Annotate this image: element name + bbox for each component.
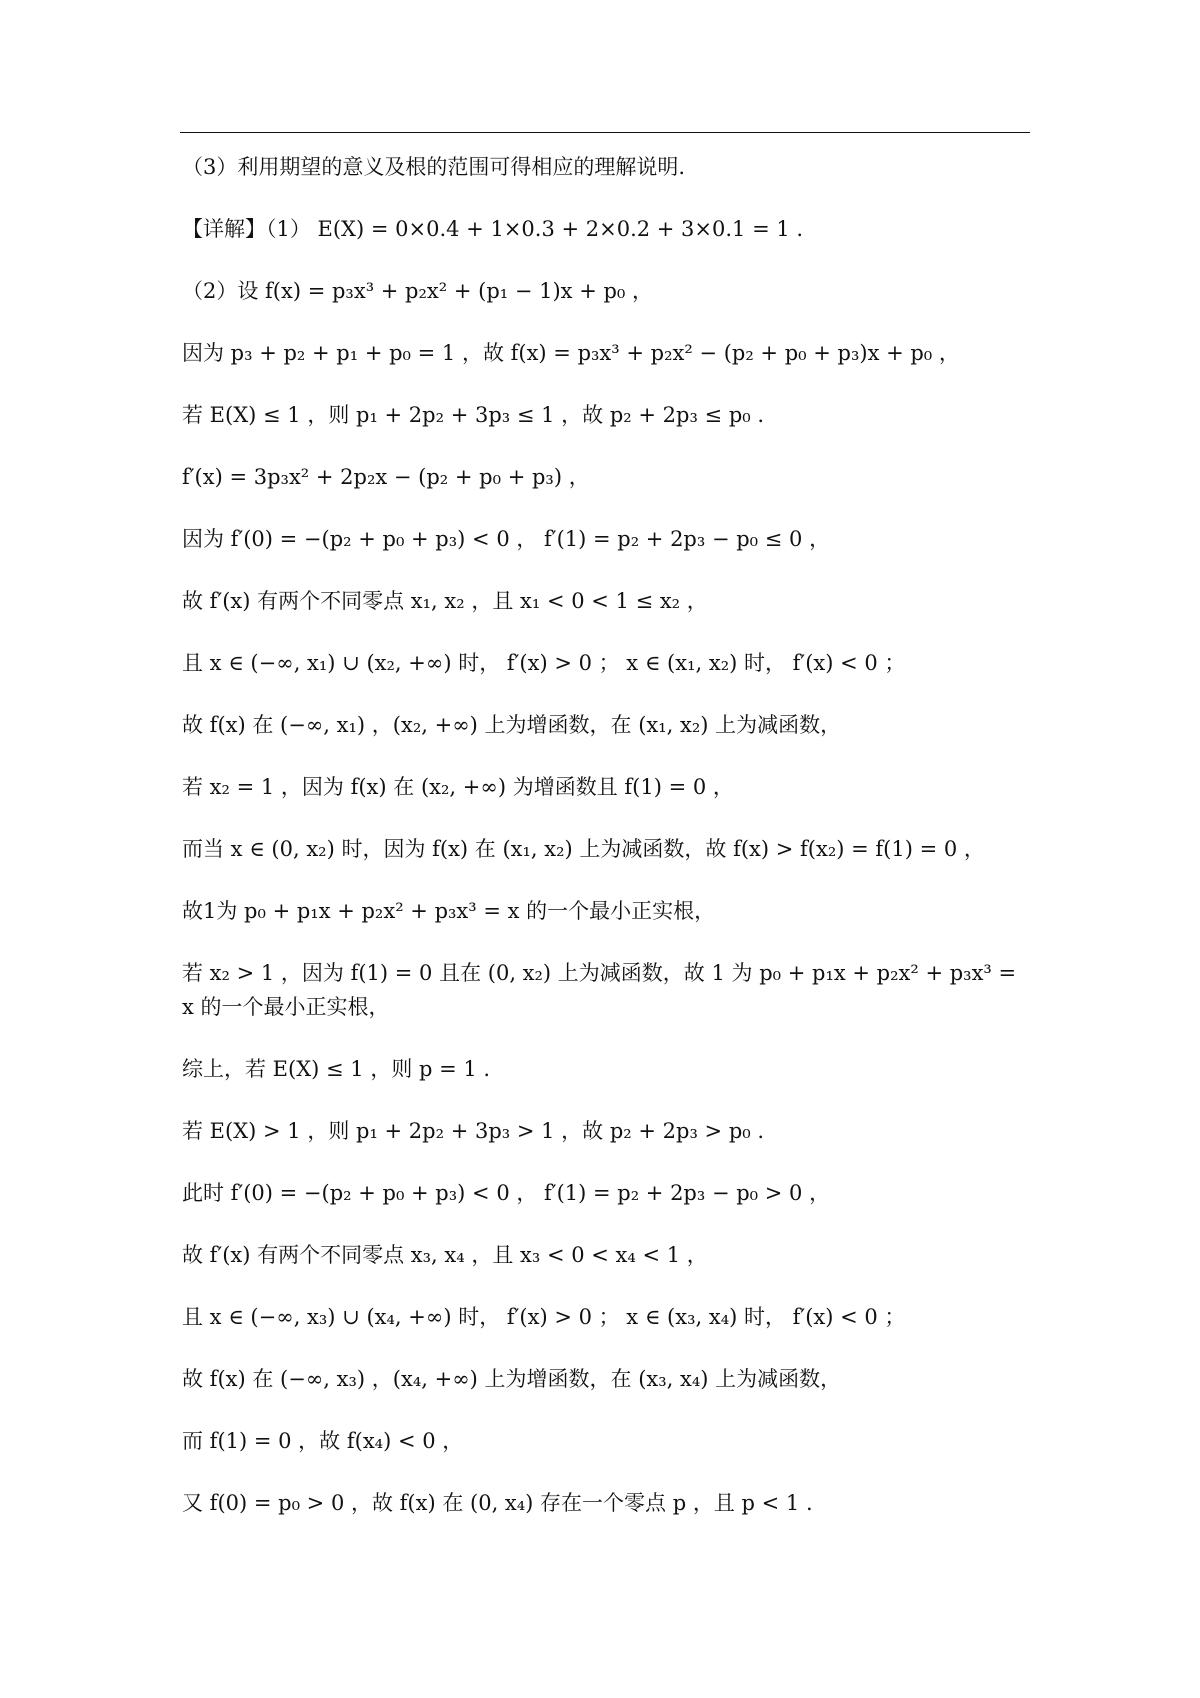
text-line-10: 故 f(x) 在 (−∞, x₁) ，(x₂, +∞) 上为增函数，在 (x₁, x₂) 上为减函数， [182, 713, 842, 737]
text-line-14: 若 x₂ > 1 ，因为 f(1) = 0 且在 (0, x₂) 上为减函数，故 1 为 p₀ + p₁x + p₂x² + p₃x³ = x 的一个最小正实根， [182, 961, 1017, 1019]
text-line-12: 而当 x ∈ (0, x₂) 时，因为 f(x) 在 (x₁, x₂) 上为减函数，故 f(x) > f(x₂) = f(1) = 0 ， [182, 837, 985, 861]
text-line-4: 因为 p₃ + p₂ + p₁ + p₀ = 1 ，故 f(x) = p₃x³ + p₂x² − (p₂ + p₀ + p₃)x + p₀ ， [182, 341, 960, 365]
text-line-15: 综上，若 E(X) ≤ 1 ，则 p = 1 . [182, 1057, 491, 1081]
text-line-3: （2）设 f(x) = p₃x³ + p₂x² + (p₁ − 1)x + p₀ ， [182, 279, 654, 303]
solution-body [182, 150, 1032, 1520]
text-line-9: 且 x ∈ (−∞, x₁) ∪ (x₂, +∞) 时， f′(x) > 0 ； x ∈ (x₁, x₂) 时， f′(x) < 0 ； [182, 651, 906, 675]
text-line-1: （3）利用期望的意义及根的范围可得相应的理解说明. [182, 155, 686, 179]
text-line-17: 此时 f′(0) = −(p₂ + p₀ + p₃) < 0 ， f′(1) = p₂ + 2p₃ − p₀ > 0 ， [182, 1181, 831, 1205]
text-line-19: 且 x ∈ (−∞, x₃) ∪ (x₄, +∞) 时， f′(x) > 0 ； x ∈ (x₃, x₄) 时， f′(x) < 0 ； [182, 1305, 906, 1329]
text-line-8: 故 f′(x) 有两个不同零点 x₁, x₂ ，且 x₁ < 0 < 1 ≤ x₂ ， [182, 589, 708, 613]
text-line-2: 【详解】（1） E(X) = 0×0.4 + 1×0.3 + 2×0.2 + 3×0.1 = 1 . [182, 217, 804, 241]
text-line-21: 而 f(1) = 0 ，故 f(x₄) < 0 ， [182, 1429, 464, 1453]
header-rule [180, 132, 1030, 133]
text-line-5: 若 E(X) ≤ 1 ，则 p₁ + 2p₂ + 3p₃ ≤ 1 ，故 p₂ + 2p₃ ≤ p₀ . [182, 403, 765, 427]
text-line-22: 又 f(0) = p₀ > 0 ，故 f(x) 在 (0, x₄) 存在一个零点 p ，且 p < 1 . [182, 1491, 813, 1515]
text-line-7: 因为 f′(0) = −(p₂ + p₀ + p₃) < 0 ， f′(1) = p₂ + 2p₃ − p₀ ≤ 0 ， [182, 527, 831, 551]
text-line-20: 故 f(x) 在 (−∞, x₃) ，(x₄, +∞) 上为增函数，在 (x₃, x₄) 上为减函数， [182, 1367, 842, 1391]
text-line-11: 若 x₂ = 1 ，因为 f(x) 在 (x₂, +∞) 为增函数且 f(1) = 0 ， [182, 775, 734, 799]
text-line-13: 故1为 p₀ + p₁x + p₂x² + p₃x³ = x 的一个最小正实根， [182, 899, 716, 923]
text-line-18: 故 f′(x) 有两个不同零点 x₃, x₄ ，且 x₃ < 0 < x₄ < 1 ， [182, 1243, 708, 1267]
text-line-16: 若 E(X) > 1 ，则 p₁ + 2p₂ + 3p₃ > 1 ，故 p₂ + 2p₃ > p₀ . [182, 1119, 765, 1143]
text-line-6: f′(x) = 3p₃x² + 2p₂x − (p₂ + p₀ + p₃) ， [182, 465, 590, 489]
